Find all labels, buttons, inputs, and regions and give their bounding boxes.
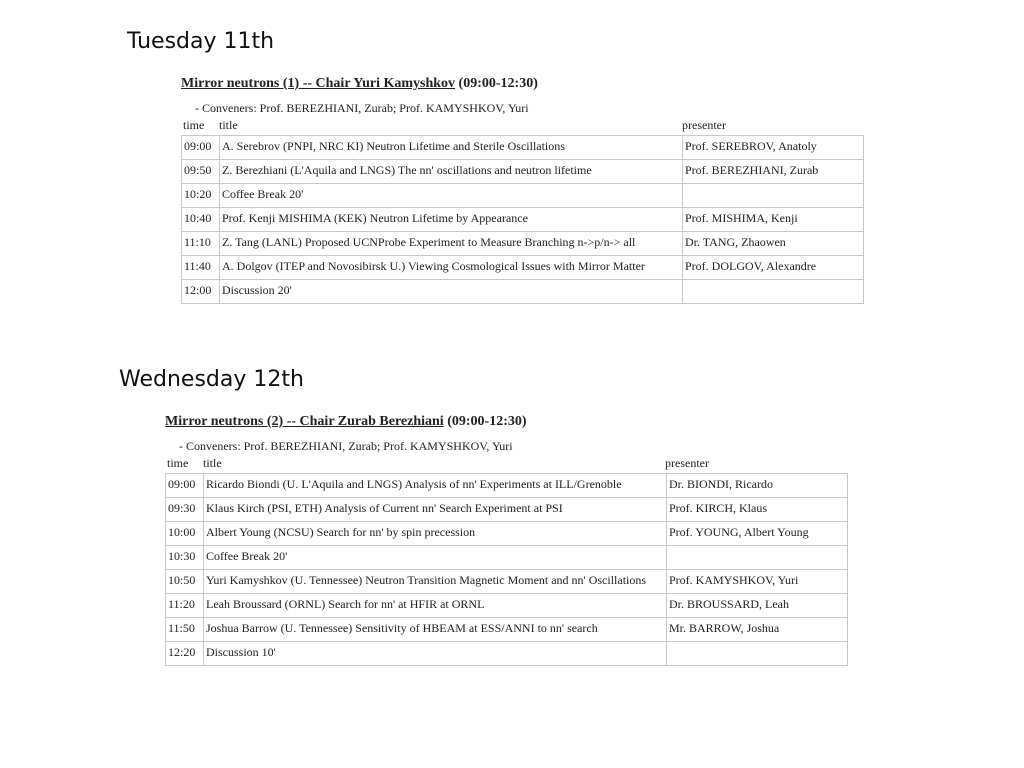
- schedule-body: [166, 474, 848, 666]
- table-row: [182, 136, 864, 160]
- day-heading-tuesday: Tuesday 11th: [127, 29, 275, 54]
- table-row: [166, 498, 848, 522]
- row-time: 11:50: [166, 618, 204, 642]
- row-title: Z. Tang (LANL) Proposed UCNProbe Experiment to Measure Branching n->p/n-> all: [220, 232, 683, 256]
- row-title: A. Dolgov (ITEP and Novosibirsk U.) Viewing Cosmological Issues with Mirror Matter: [220, 256, 683, 280]
- row-title: Joshua Barrow (U. Tennessee) Sensitivity of HBEAM at ESS/ANNI to nn' search: [204, 618, 667, 642]
- row-presenter: Prof. SEREBROV, Anatoly: [683, 136, 864, 160]
- session-time-range: (09:00-12:30): [447, 414, 527, 429]
- table-row: [166, 570, 848, 594]
- row-time: 10:40: [182, 208, 220, 232]
- schedule-table: [165, 473, 848, 666]
- row-title: A. Serebrov (PNPI, NRC KI) Neutron Lifetime and Sterile Oscillations: [220, 136, 683, 160]
- row-title: Discussion 10': [204, 642, 667, 666]
- session-time-range: (09:00-12:30): [458, 76, 538, 91]
- row-title: Klaus Kirch (PSI, ETH) Analysis of Current nn' Search Experiment at PSI: [204, 498, 667, 522]
- row-time: 11:10: [182, 232, 220, 256]
- row-title: Prof. Kenji MISHIMA (KEK) Neutron Lifetime by Appearance: [220, 208, 683, 232]
- table-row: [166, 546, 848, 570]
- table-row: [182, 160, 864, 184]
- row-title: Leah Broussard (ORNL) Search for nn' at HFIR at ORNL: [204, 594, 667, 618]
- col-header-title: title: [219, 118, 238, 132]
- row-time: 10:50: [166, 570, 204, 594]
- row-presenter: Dr. BIONDI, Ricardo: [667, 474, 848, 498]
- row-presenter: Prof. BEREZHIANI, Zurab: [683, 160, 864, 184]
- row-title: Yuri Kamyshkov (U. Tennessee) Neutron Transition Magnetic Moment and nn' Oscillations: [204, 570, 667, 594]
- conveners: - Conveners: Prof. BEREZHIANI, Zurab; Prof. KAMYSHKOV, Yuri: [195, 101, 529, 115]
- table-row: [166, 474, 848, 498]
- row-presenter: Prof. YOUNG, Albert Young: [667, 522, 848, 546]
- table-row: [166, 618, 848, 642]
- table-row: [166, 522, 848, 546]
- row-time: 12:20: [166, 642, 204, 666]
- column-headers: [181, 118, 864, 135]
- row-time: 11:20: [166, 594, 204, 618]
- conveners: - Conveners: Prof. BEREZHIANI, Zurab; Prof. KAMYSHKOV, Yuri: [179, 439, 513, 453]
- row-title: Discussion 20': [220, 280, 683, 304]
- row-title: Coffee Break 20': [204, 546, 667, 570]
- row-presenter: [667, 642, 848, 666]
- table-row: [166, 594, 848, 618]
- row-time: 09:30: [166, 498, 204, 522]
- row-presenter: Mr. BARROW, Joshua: [667, 618, 848, 642]
- session-title-link[interactable]: Mirror neutrons (1) -- Chair Yuri Kamyshkov: [181, 76, 456, 91]
- table-row: [182, 280, 864, 304]
- row-presenter: Prof. KIRCH, Klaus: [667, 498, 848, 522]
- row-time: 09:00: [166, 474, 204, 498]
- table-row: [182, 256, 864, 280]
- column-headers: [165, 456, 848, 473]
- row-presenter: Prof. MISHIMA, Kenji: [683, 208, 864, 232]
- row-presenter: Dr. TANG, Zhaowen: [683, 232, 864, 256]
- schedule-table: [181, 135, 864, 304]
- row-title: Albert Young (NCSU) Search for nn' by spin precession: [204, 522, 667, 546]
- col-header-time: time: [167, 456, 189, 470]
- col-header-presenter: presenter: [682, 118, 726, 132]
- row-time: 10:00: [166, 522, 204, 546]
- row-presenter: Dr. BROUSSARD, Leah: [667, 594, 848, 618]
- session-wednesday: [165, 414, 848, 666]
- table-row: [166, 642, 848, 666]
- row-time: 09:50: [182, 160, 220, 184]
- row-title: Coffee Break 20': [220, 184, 683, 208]
- row-presenter: [683, 280, 864, 304]
- schedule-body: [182, 136, 864, 304]
- row-time: 11:40: [182, 256, 220, 280]
- row-title: Z. Berezhiani (L'Aquila and LNGS) The nn' oscillations and neutron lifetime: [220, 160, 683, 184]
- row-presenter: Prof. KAMYSHKOV, Yuri: [667, 570, 848, 594]
- row-presenter: Prof. DOLGOV, Alexandre: [683, 256, 864, 280]
- session-title: [165, 414, 848, 430]
- table-row: [182, 208, 864, 232]
- row-time: 09:00: [182, 136, 220, 160]
- row-time: 12:00: [182, 280, 220, 304]
- col-header-time: time: [183, 118, 205, 132]
- table-row: [182, 184, 864, 208]
- session-title: [181, 76, 864, 92]
- session-title-link[interactable]: Mirror neutrons (2) -- Chair Zurab Berezhiani: [165, 414, 444, 429]
- session-tuesday: [181, 76, 864, 304]
- table-row: [182, 232, 864, 256]
- day-heading-wednesday: Wednesday 12th: [119, 367, 304, 392]
- row-title: Ricardo Biondi (U. L'Aquila and LNGS) Analysis of nn' Experiments at ILL/Grenoble: [204, 474, 667, 498]
- col-header-presenter: presenter: [665, 456, 709, 470]
- row-presenter: [667, 546, 848, 570]
- row-time: 10:20: [182, 184, 220, 208]
- col-header-title: title: [203, 456, 222, 470]
- row-presenter: [683, 184, 864, 208]
- row-time: 10:30: [166, 546, 204, 570]
